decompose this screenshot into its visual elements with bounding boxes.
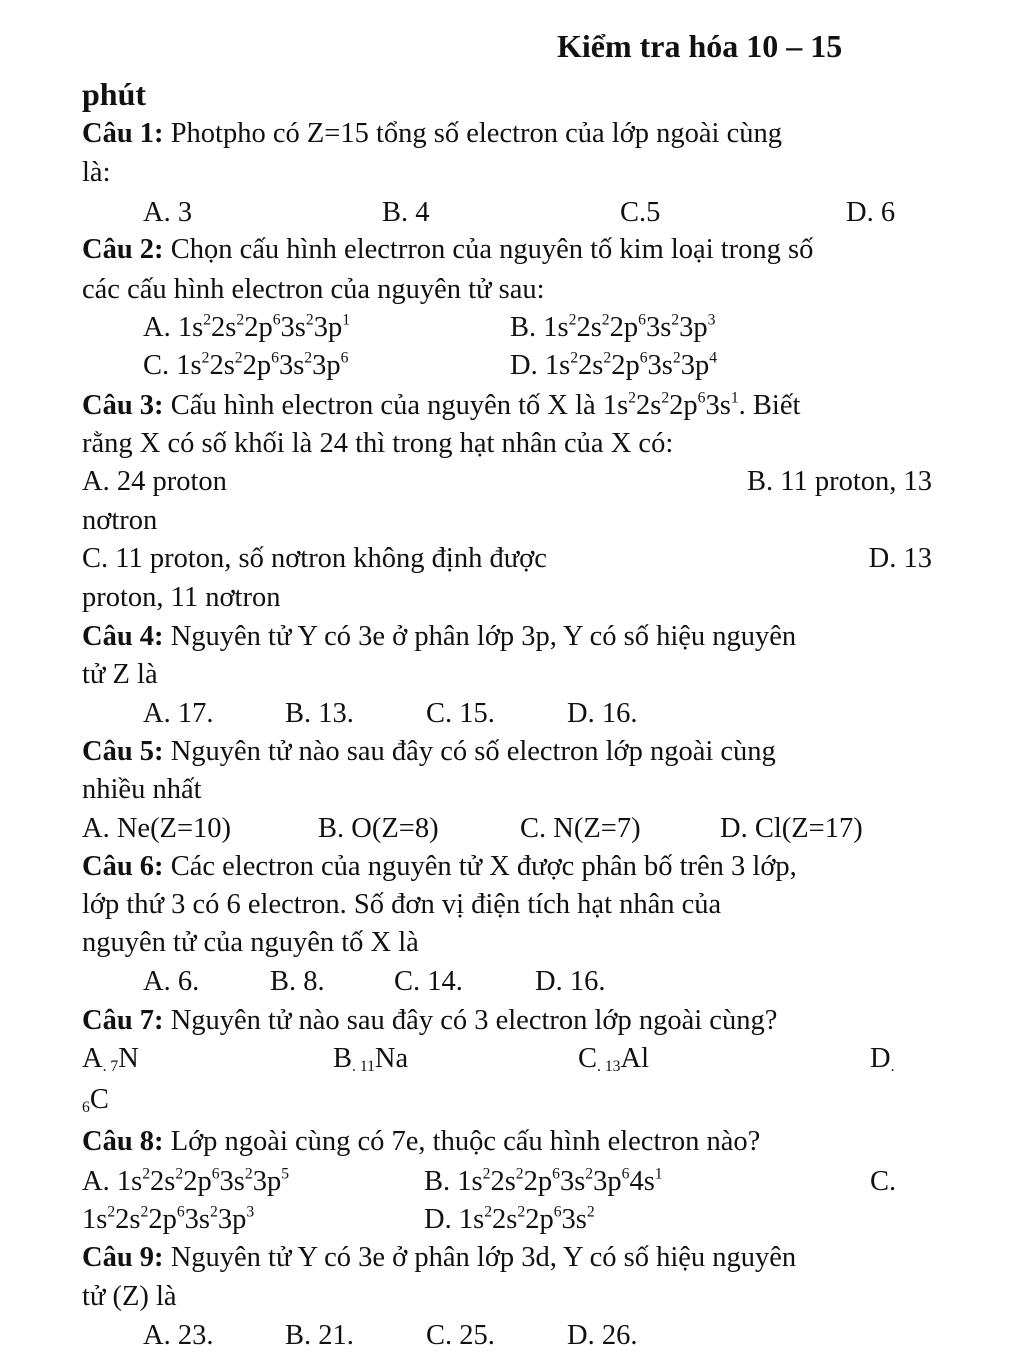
q5-option-b[interactable]: B. O(Z=8) bbox=[318, 813, 439, 844]
q5-option-d[interactable]: D. Cl(Z=17) bbox=[720, 813, 863, 844]
question-1-label: Câu 1: bbox=[82, 118, 164, 149]
q8-option-c[interactable]: C. bbox=[870, 1166, 897, 1197]
q2-option-b[interactable]: B. $1s^22s^22p^63s^23p^3$ bbox=[510, 311, 716, 343]
q8-option-c-cont: $1s^22s^22p^63s^23p^3$ bbox=[82, 1203, 255, 1235]
question-6-text-cont-1: lớp thứ 3 có 6 electron. Số đơn vị điện tích hạt nhân của bbox=[82, 889, 722, 920]
q8-option-a[interactable]: A. $1s^22s^22p^63s^23p^5$ bbox=[82, 1165, 290, 1197]
q7-option-d[interactable]: $D_.$ bbox=[870, 1043, 895, 1075]
q9-option-d[interactable]: D. 26. bbox=[567, 1320, 638, 1351]
q3-option-c[interactable]: C. 11 proton, số nơtron không định được bbox=[82, 543, 547, 574]
question-7: Câu 7: Nguyên tử nào sau đây có 3 electron lớp ngoài cùng? bbox=[82, 1005, 778, 1036]
q3-option-d[interactable]: D. 13 bbox=[868, 543, 932, 574]
question-4-text-cont: tử Z là bbox=[82, 659, 158, 690]
question-9-label: Câu 9: bbox=[82, 1242, 164, 1273]
q3-option-a[interactable]: A. 24 proton bbox=[82, 466, 227, 497]
question-4: Câu 4: Nguyên tử Y có 3e ở phân lớp 3p, Y có số hiệu nguyên bbox=[82, 621, 797, 652]
question-3-text-cont: rằng X có số khối là 24 thì trong hạt nhân của X có: bbox=[82, 428, 674, 459]
question-9: Câu 9: Nguyên tử Y có 3e ở phân lớp 3d, Y có số hiệu nguyên bbox=[82, 1242, 797, 1273]
question-1-text-cont: là: bbox=[82, 157, 111, 188]
question-3: Câu 3: Cấu hình electron của nguyên tố X là $1s^22s^22p^63s^1$. Biết bbox=[82, 389, 801, 421]
question-2-text: Chọn cấu hình electrron của nguyên tố kim loại trong số bbox=[163, 234, 814, 265]
q3-options-row-1 bbox=[82, 468, 932, 497]
q6-option-c[interactable]: C. 14. bbox=[394, 966, 463, 997]
q6-option-a[interactable]: A. 6. bbox=[143, 966, 200, 997]
question-3-label: Câu 3: bbox=[82, 390, 164, 421]
question-8: Câu 8: Lớp ngoài cùng có 7e, thuộc cấu hình electron nào? bbox=[82, 1126, 761, 1157]
question-2-text-cont: các cấu hình electron của nguyên tử sau: bbox=[82, 274, 545, 305]
question-2-label: Câu 2: bbox=[82, 234, 164, 265]
q8-option-d[interactable]: D. $1s^22s^22p^63s^2$ bbox=[424, 1203, 595, 1235]
question-6-text-cont-2: nguyên tử của nguyên tố X là bbox=[82, 927, 419, 958]
q6-option-d[interactable]: D. 16. bbox=[535, 966, 606, 997]
question-8-label: Câu 8: bbox=[82, 1126, 164, 1157]
q1-option-d[interactable]: D. 6 bbox=[846, 197, 896, 228]
q3-option-b[interactable]: B. 11 proton, 13 bbox=[747, 466, 932, 497]
question-6: Câu 6: Các electron của nguyên tử X được phân bố trên 3 lớp, bbox=[82, 851, 797, 882]
page-title-continued: phút bbox=[82, 76, 147, 112]
question-6-label: Câu 6: bbox=[82, 851, 164, 882]
question-7-label: Câu 7: bbox=[82, 1005, 164, 1036]
q1-option-b[interactable]: B. 4 bbox=[382, 197, 430, 228]
q3-options-row-2 bbox=[82, 545, 932, 574]
question-5: Câu 5: Nguyên tử nào sau đây có số electron lớp ngoài cùng bbox=[82, 736, 776, 767]
q8-option-b[interactable]: B. $1s^22s^22p^63s^23p^64s^1$ bbox=[424, 1165, 663, 1197]
q4-option-a[interactable]: A. 17. bbox=[143, 698, 214, 729]
q5-option-c[interactable]: C. N(Z=7) bbox=[520, 813, 641, 844]
question-5-label: Câu 5: bbox=[82, 736, 164, 767]
q3-option-d-cont: proton, 11 nơtron bbox=[82, 582, 281, 613]
q1-option-c[interactable]: C.5 bbox=[620, 197, 661, 228]
q9-option-a[interactable]: A. 23. bbox=[143, 1320, 214, 1351]
q7-option-d-cont: $_6$C bbox=[82, 1084, 109, 1116]
question-2 bbox=[82, 236, 813, 265]
page-title: Kiểm tra hóa 10 – 15 bbox=[557, 28, 843, 64]
q7-option-a[interactable]: $A_{. 7}N$ bbox=[82, 1043, 139, 1075]
q4-option-d[interactable]: D. 16. bbox=[567, 698, 638, 729]
q3-option-b-cont: nơtron bbox=[82, 505, 158, 536]
q7-option-c[interactable]: $C_{. 13}Al$ bbox=[578, 1043, 649, 1075]
q4-option-c[interactable]: C. 15. bbox=[426, 698, 495, 729]
q2-option-c[interactable]: C. $1s^22s^22p^63s^23p^6$ bbox=[143, 349, 349, 381]
q1-option-a[interactable]: A. 3 bbox=[143, 197, 193, 228]
question-1 bbox=[82, 120, 782, 149]
question-9-text-cont: tử (Z) là bbox=[82, 1281, 177, 1312]
q9-option-b[interactable]: B. 21. bbox=[285, 1320, 354, 1351]
q5-option-a[interactable]: A. Ne(Z=10) bbox=[82, 813, 232, 844]
q6-option-b[interactable]: B. 8. bbox=[270, 966, 325, 997]
q9-option-c[interactable]: C. 25. bbox=[426, 1320, 495, 1351]
q7-option-b[interactable]: $B_{. 11}Na$ bbox=[333, 1043, 409, 1075]
q2-option-a[interactable]: A. $1s^22s^22p^63s^23p^1$ bbox=[143, 311, 351, 343]
q4-option-b[interactable]: B. 13. bbox=[285, 698, 354, 729]
question-4-label: Câu 4: bbox=[82, 621, 164, 652]
q2-option-d[interactable]: D. $1s^22s^22p^63s^23p^4$ bbox=[510, 349, 718, 381]
question-5-text-cont: nhiều nhất bbox=[82, 774, 202, 805]
question-1-text: Photpho có Z=15 tổng số electron của lớp ngoài cùng bbox=[163, 118, 783, 149]
